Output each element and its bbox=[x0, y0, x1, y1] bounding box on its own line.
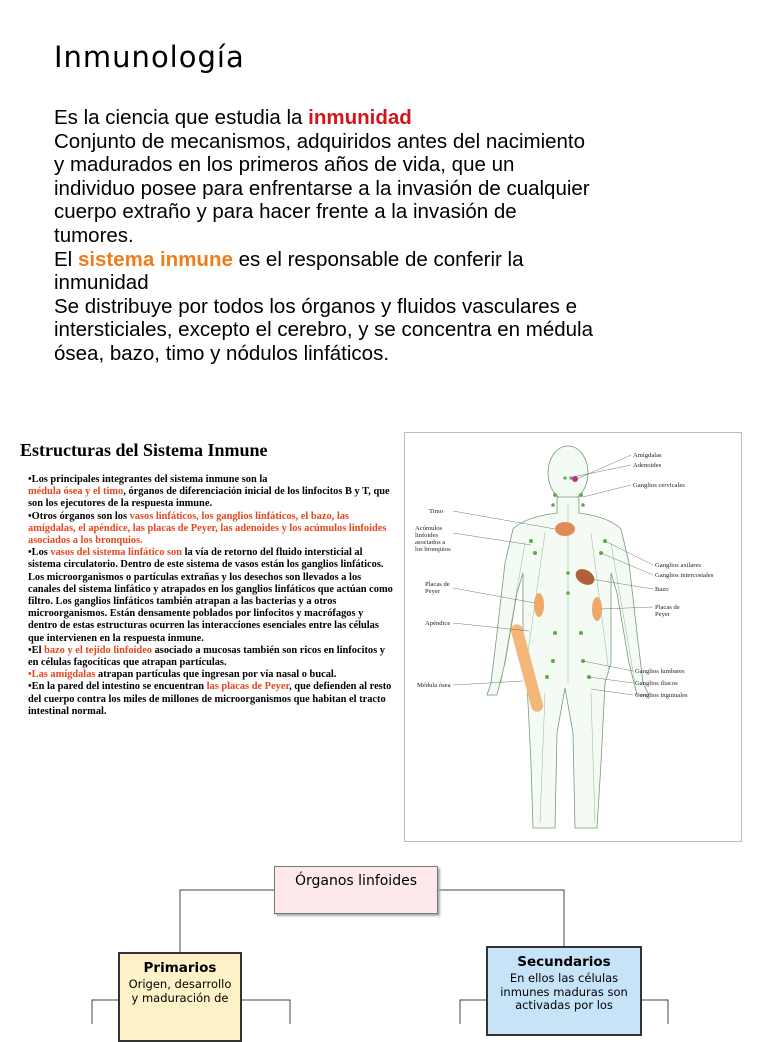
intro-line: intersticiales, excepto el cerebro, y se concentra en médula bbox=[54, 318, 593, 342]
bullet-text: •En la pared del intestino se encuentran bbox=[28, 681, 207, 693]
intro-line: Se distribuye por todos los órganos y fluidos vasculares e bbox=[54, 294, 578, 318]
bullet-text: •Los principales integrantes del sistema inmune son la bbox=[28, 474, 268, 485]
bullet-text: , que defienden al resto del cuerpo contra los miles de millones de microorganismos que habitan el tracto intestinal normal. bbox=[28, 681, 392, 717]
bullet-highlight: las placas de Peyer bbox=[206, 681, 290, 693]
secondary-organs-box bbox=[486, 946, 642, 1036]
label-bazo: Bazo bbox=[655, 586, 669, 593]
bullet-highlight: •Las amígdalas bbox=[28, 669, 96, 681]
label-placas-peyer: Placas de Peyer bbox=[425, 581, 450, 595]
bullet-text: , órganos de diferenciación inicial de los linfocitos B y T, que son los ejecutores de la respuesta inmune. bbox=[28, 486, 390, 510]
highlight-inmunidad: inmunidad bbox=[308, 106, 412, 129]
bullet-text: •El bbox=[28, 644, 45, 656]
bullet-text: atrapan partículas que ingresan por vía nasal o bucal. bbox=[95, 669, 337, 681]
section-title: Estructuras del Sistema Inmune bbox=[20, 440, 268, 460]
primary-text: Origen, desarrollo y maduración de bbox=[128, 977, 232, 1005]
bullet-text: asociado a mucosas también son ricos en linfocitos y en células fagocíticas que atrapan partículas. bbox=[28, 644, 385, 669]
primary-title: Primarios bbox=[143, 960, 217, 976]
label-intercostales: Ganglios intercostales bbox=[655, 572, 714, 579]
label-lumbares: Ganglios lumbares bbox=[635, 668, 685, 675]
primary-organs-box bbox=[118, 952, 242, 1042]
label-adenoides: Adenoides bbox=[633, 462, 662, 469]
bullet-highlight: vasos del sistema linfático son bbox=[50, 547, 183, 559]
lymphoid-organs-label: Órganos linfoides bbox=[294, 873, 417, 889]
highlight-sistema-inmune: sistema inmune bbox=[77, 247, 233, 271]
label-cervicales: Ganglios cervicales bbox=[633, 482, 685, 489]
page-title: Inmunología bbox=[54, 40, 245, 74]
intro-text-span: El bbox=[54, 247, 78, 271]
bullet-text: •Otros órganos son los bbox=[28, 510, 130, 522]
intro-line: inmunidad bbox=[54, 271, 149, 295]
intro-line: individuo posee para enfrentarse a la invasión de cualquier bbox=[54, 176, 590, 200]
label-placas-right: Placas de Peyer bbox=[655, 604, 680, 618]
intro-line: ósea, bazo, timo y nódulos linfáticos. bbox=[54, 341, 390, 365]
bullet-highlight: médula ósea y el timo bbox=[28, 486, 124, 498]
secondary-text: En ellos las células inmunes maduras son activadas por los bbox=[500, 971, 628, 1012]
label-acumulos: Acúmulos linfoides asociados a los bronquios bbox=[415, 525, 451, 553]
label-apendice: Apéndice bbox=[425, 620, 451, 627]
label-iliacos: Ganglios iliacos bbox=[635, 680, 678, 687]
intro-text-span: es el responsable de conferir la bbox=[232, 247, 524, 271]
intro-line: y madurados en los primeros años de vida, que un bbox=[54, 153, 515, 177]
label-timo: Timo bbox=[429, 508, 444, 515]
bullet-highlight: bazo y el tejido linfoideo bbox=[44, 644, 153, 656]
label-amigdalas: Amígdalas bbox=[633, 452, 662, 459]
intro-line: tumores. bbox=[54, 223, 134, 247]
bullet-highlight: vasos linfáticos, los ganglios linfáticos, el bazo, las amígdalas, el apéndice, las placas de Peyer, las adenoides y los acúmulos linfoides asociados a los bronquios. bbox=[28, 510, 387, 547]
bullet-text: •Los bbox=[28, 547, 51, 559]
label-axilares: Ganglios axilares bbox=[655, 562, 701, 569]
label-inguinales: Ganglios inguinales bbox=[635, 692, 688, 699]
secondary-title: Secundarios bbox=[517, 954, 611, 970]
bullet-text: la vía de retorno del fluido intersticial al sistema circulatorio. Dentro de este sistema de vasos están los ganglios linfáticos. Los microorganismos o partículas extrañas y los desechos son llevados a los canales del sistema linfático y atrapados en los ganglios linfáticos que actúan como filtro. Los ganglios linfáticos también atrapan a las bacterias y a otros microorganismos. Están densamente poblados por linfocitos y macrófagos y dentro de estas estructuras ocurren las interacciones esenciales entre las células que intervienen en la respuesta inmune. bbox=[28, 547, 393, 644]
lymphoid-organs-box bbox=[274, 866, 438, 914]
intro-line: cuerpo extraño y para hacer frente a la invasión de bbox=[54, 200, 517, 224]
label-medula: Médula ósea bbox=[417, 682, 451, 689]
intro-line: Conjunto de mecanismos, adquiridos antes del nacimiento bbox=[54, 129, 586, 153]
intro-text-span: Es la ciencia que estudia la bbox=[54, 106, 309, 129]
